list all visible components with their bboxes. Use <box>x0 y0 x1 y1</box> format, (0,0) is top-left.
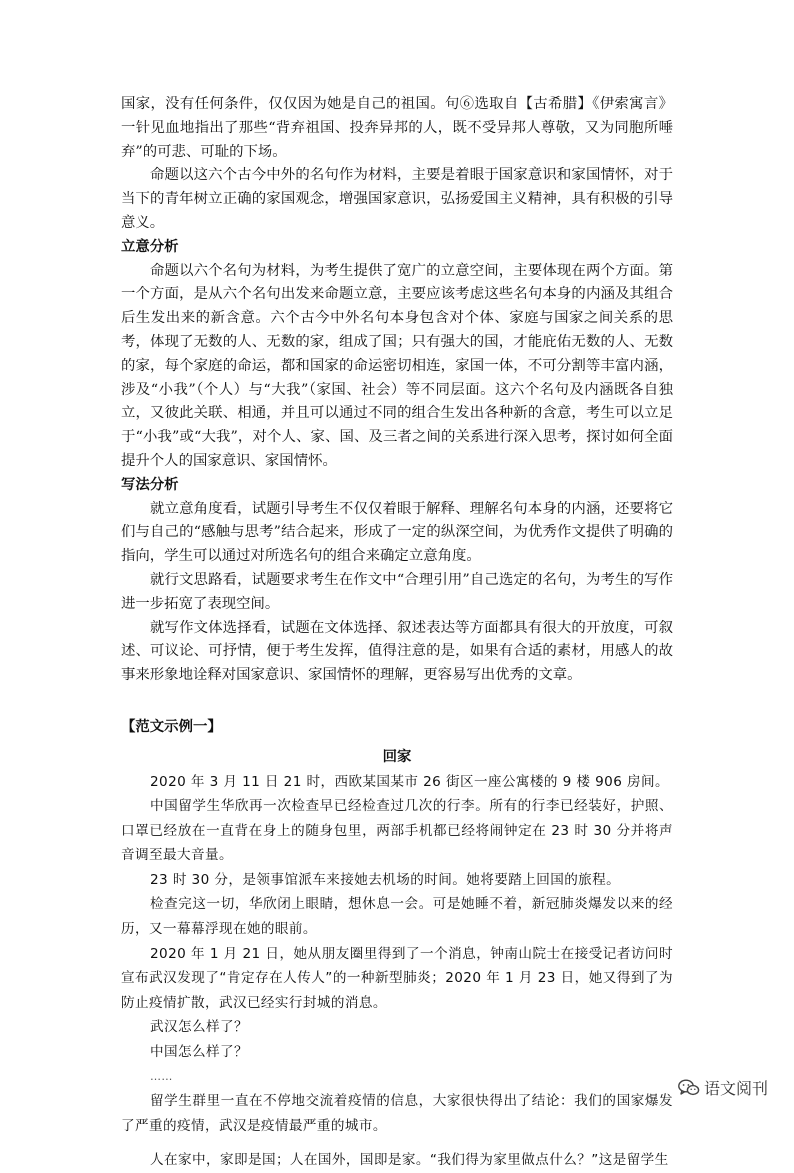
essay-paragraph: 2020 年 1 月 21 日，她从朋友圈里得到了一个消息，钟南山院士在接受记者访问时宣布武汉发现了“肯定存在人传人”的一种新型肺炎；2020 年 1 月 23 日，她又得到了为防止疫情扩散，武汉已经实行封城的消息。 <box>121 945 673 1011</box>
essay-paragraph: 中国怎么样了？ <box>150 1044 248 1061</box>
watermark-text: 语文阅刊 <box>703 1079 768 1098</box>
essay-paragraph: 中国留学生华欣再一次检查早已经检查过几次的行李。所有的行李已经装好，护照、口罩已经放在一直背在身上的随身包里，两部手机都已经将闹钟定在 23 时 30 分并将声音调至最大音量。 <box>121 798 673 864</box>
essay-paragraph: 人在家中，家即是国；人在国外，国即是家。“我们得为家里做点什么？”这是留学生 <box>150 1152 669 1169</box>
essay-title: 回家 <box>382 748 412 765</box>
essay-paragraph: 2020 年 3 月 11 日 21 时，西欧某国某市 26 街区一座公寓楼的 9 楼 906 房间。 <box>150 773 669 790</box>
intro-paragraph: 国家，没有任何条件，仅仅因为她是自己的祖国。句⑥选取自【古希腊】《伊索寓言》一针见血地指出了那些“背弃祖国、投奔异邦的人，既不受异邦人尊敬，又为同胞所唾弃”的可悲、可耻的下场。 <box>121 96 673 160</box>
essay-ellipsis: …… <box>150 1069 173 1083</box>
essay-paragraph: 检查完这一切，华欣闭上眼睛，想休息一会。可是她睡不着，新冠肺炎爆发以来的经历，又一幕幕浮现在她的眼前。 <box>121 896 673 938</box>
method-paragraph: 就立意角度看，试题引导考生不仅仅着眼于解释、理解名句本身的内涵，还要将它们与自己的“感触与思考”结合起来，形成了一定的纵深空间，为优秀作文提供了明确的指向，学生可以通过对所选名句的组合来确定立意角度。 <box>121 500 673 565</box>
document-body <box>121 93 673 1173</box>
wechat-icon <box>678 1079 700 1097</box>
intro-paragraph: 命题以这六个古今中外的名句作为材料，主要是着眼于国家意识和家国情怀，对于当下的青年树立正确的家国观念，增强国家意识，弘扬爱国主义精神，具有积极的引导意义。 <box>121 167 673 231</box>
intent-paragraph: 命题以六个名句为材料，为考生提供了宽广的立意空间，主要体现在两个方面。第一个方面，是从六个名句出发来命题立意，主要应该考虑这些名句本身的内涵及其组合后生发出来的新含意。六个古今中外名句本身包含对个体、家庭与国家之间关系的思考，体现了无数的人、无数的家，组成了国；只有强大的国，才能庇佑无数的人、无数的家，每个家庭的命运，都和国家的命运密切相连，家国一体，不可分割等丰富内涵，涉及“小我”（个人）与“大我”（家国、社会）等不同层面。这六个名句及内涵既各自独立，又彼此关联、相通，并且可以通过不同的组合生发出各种新的含意，考生可以立足于“小我”或“大我”，对个人、家、国、及三者之间的关系进行深入思考，探讨如何全面提升个人的国家意识、家国情怀。 <box>121 262 673 469</box>
essay-paragraph: 留学生群里一直在不停地交流着疫情的信息，大家很快得出了结论：我们的国家爆发了严重的疫情，武汉是疫情最严重的城市。 <box>121 1093 673 1134</box>
essay-paragraph: 武汉怎么样了？ <box>150 1019 248 1036</box>
method-paragraph: 就写作文体选择看，试题在文体选择、叙述表达等方面都具有很大的开放度，可叙述、可议论、可抒情，便于考生发挥，值得注意的是，如果有合适的素材，用感人的故事来形象地诠释对国家意识、家国情怀的理解，更容易写出优秀的文章。 <box>121 619 673 684</box>
watermark <box>678 1076 768 1099</box>
sample-label: 【范文示例一】 <box>121 718 222 735</box>
section-heading-method: 写法分析 <box>121 476 179 493</box>
method-paragraph: 就行文思路看，试题要求考生在作文中“合理引用”自己选定的名句，为考生的写作进一步拓宽了表现空间。 <box>121 571 673 612</box>
essay-paragraph: 23 时 30 分，是领事馆派车来接她去机场的时间。她将要踏上回国的旅程。 <box>150 871 621 888</box>
essay-body <box>121 770 673 1173</box>
section-heading-intent: 立意分析 <box>121 238 179 255</box>
